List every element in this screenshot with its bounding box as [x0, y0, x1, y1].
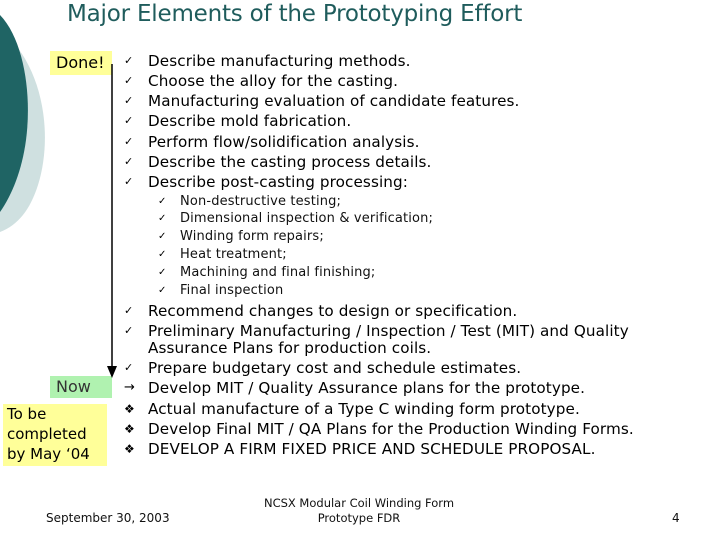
check-icon: ✓: [124, 54, 134, 67]
diamond-icon: ❖: [124, 402, 135, 416]
check-icon: ✓: [158, 231, 167, 242]
sub-list-item-text: Winding form repairs;: [180, 229, 324, 244]
diamond-icon: ❖: [124, 422, 135, 436]
arrow-icon: →: [124, 380, 135, 395]
sub-list-item-text: Dimensional inspection & verification;: [180, 211, 434, 226]
now-label: Now: [50, 376, 112, 398]
list-item-text: Develop MIT / Quality Assurance plans for the prototype.: [148, 379, 586, 397]
list-item-text: Manufacturing evaluation of candidate features.: [148, 92, 520, 110]
check-icon: ✓: [124, 155, 134, 168]
list-item-text: Describe post-casting processing:: [148, 173, 408, 191]
sub-list-item-text: Non-destructive testing;: [180, 194, 342, 209]
check-icon: ✓: [158, 196, 167, 207]
check-icon: ✓: [124, 175, 134, 188]
check-icon: ✓: [124, 324, 134, 337]
list-item-text: DEVELOP A FIRM FIXED PRICE AND SCHEDULE PROPOSAL.: [148, 440, 596, 458]
sub-list-item-text: Final inspection: [180, 283, 284, 298]
footer-title: [236, 496, 482, 526]
done-label: Done!: [50, 51, 112, 75]
check-icon: ✓: [124, 304, 134, 317]
to-be-completed-label: [3, 404, 107, 466]
check-icon: ✓: [124, 94, 134, 107]
to-be-line: completed: [7, 425, 87, 443]
list-item-text: Describe the casting process details.: [148, 153, 432, 171]
list-item-text: Choose the alloy for the casting.: [148, 72, 399, 90]
footer-title-line: Prototype FDR: [317, 511, 401, 525]
list-item-text: Actual manufacture of a Type C winding form prototype.: [148, 400, 580, 418]
list-item-text: Describe manufacturing methods.: [148, 52, 411, 70]
sub-list-item-text: Heat treatment;: [180, 247, 287, 262]
footer-title-line: NCSX Modular Coil Winding Form: [263, 496, 455, 510]
to-be-line: To be: [7, 405, 47, 423]
check-icon: ✓: [158, 267, 167, 278]
decorative-shape: [0, 0, 60, 300]
list-item-text: Recommend changes to design or specification.: [148, 302, 518, 320]
list-item-text: Prepare budgetary cost and schedule estimates.: [148, 359, 522, 377]
check-icon: ✓: [124, 114, 134, 127]
check-icon: ✓: [158, 285, 167, 296]
list-item-text: Describe mold fabrication.: [148, 112, 352, 130]
page-number: 4: [672, 511, 680, 525]
slide-title: Major Elements of the Prototyping Effort: [67, 1, 523, 27]
check-icon: ✓: [158, 213, 167, 224]
check-icon: ✓: [158, 249, 167, 260]
diamond-icon: ❖: [124, 442, 135, 456]
sub-list-item-text: Machining and final finishing;: [180, 265, 376, 280]
check-icon: ✓: [124, 361, 134, 374]
check-icon: ✓: [124, 135, 134, 148]
list-item-text: Develop Final MIT / QA Plans for the Production Winding Forms.: [148, 420, 634, 438]
footer-date: September 30, 2003: [46, 511, 170, 525]
list-item-text: Assurance Plans for production coils.: [148, 339, 432, 357]
check-icon: ✓: [124, 74, 134, 87]
list-item-text: Preliminary Manufacturing / Inspection / Test (MIT) and Quality: [148, 322, 629, 340]
to-be-line: by May ‘04: [7, 445, 90, 463]
list-item-text: Perform flow/solidification analysis.: [148, 133, 420, 151]
